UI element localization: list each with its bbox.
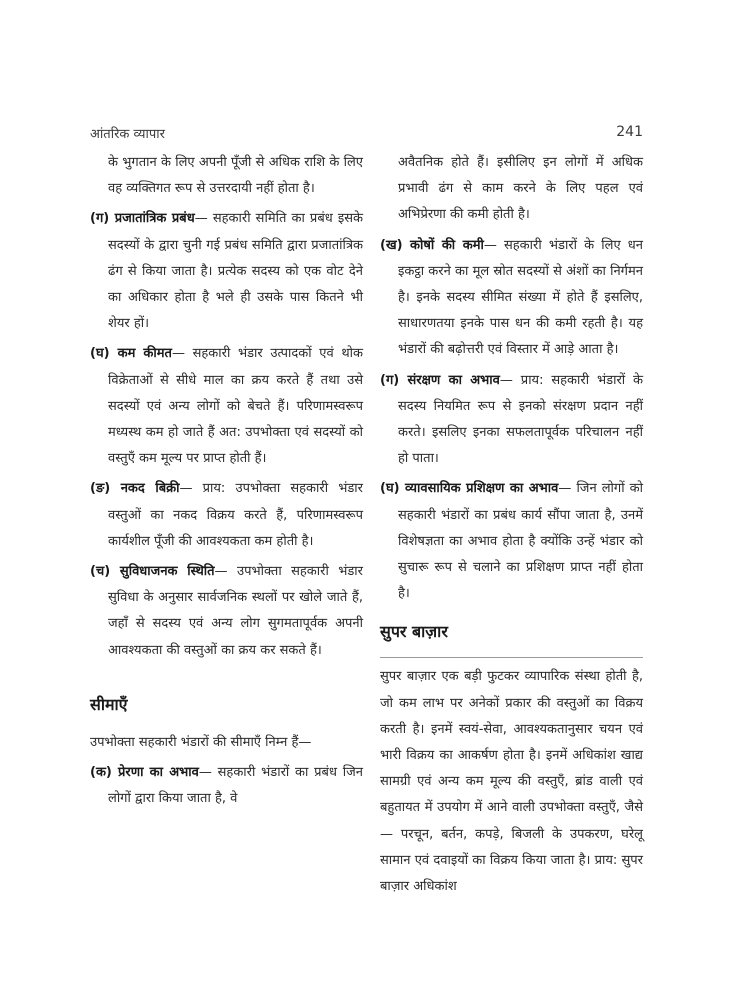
continuation-paragraph: के भुगतान के लिए अपनी पूँजी से अधिक राशि के लिए वह व्यक्तिगत रूप से उत्तरदायी नहीं होता है।	[108, 155, 363, 197]
item-label: (घ) कम कीमत	[90, 346, 172, 362]
item-label: (ग) संरक्षण का अभाव	[380, 372, 500, 388]
item-text: — सहकारी भंडारों के लिए धन इकट्ठा करने का मूल स्रोत सदस्यों से अंशों का निर्गमन है। इनके सदस्य सीमित संख्या में होते हैं इसलिए, साधारणतया इनके पास धन की कमी रहती है। यह भंडारों की बढ़ोत्तरी एवं विस्तार में आड़े आता है।	[398, 237, 643, 358]
section-heading-super-bazaar: सुपर बाज़ार	[380, 622, 448, 642]
page-header	[90, 124, 643, 144]
item-text: — उपभोक्ता सहकारी भंडार सुविधा के अनुसार सार्वजनिक स्थलों पर खोले जाते हैं, जहाँ से सदस्य एवं अन्य लोग सुगमतापूर्वक अपनी आवश्यकता की वस्तुओं का क्रय कर सकते हैं।	[108, 564, 363, 658]
limitation-item-lack-of-patronage	[380, 368, 643, 473]
limitation-item-lack-of-training	[380, 476, 643, 607]
limitation-item-lack-of-funds	[380, 233, 643, 364]
item-text: — सहकारी भंडारों का प्रबंध जिन लोगों द्वारा किया जाता है, वे	[108, 765, 363, 807]
item-label: (च) सुविधाजनक स्थिति	[90, 564, 215, 580]
item-text: — सहकारी भंडार उत्पादकों एवं थोक विक्रेताओं से सीधे माल का क्रय करते हैं तथा उसे सदस्यों एवं अन्य लोगों को बेचते हैं। परिणामस्वरूप मध्यस्थ कम हो जाते हैं अत: उपभोक्ता एवं सदस्यों को वस्तुएँ कम मूल्य पर प्राप्त होती हैं।	[108, 346, 363, 467]
item-label: (ख) कोषों की कमी	[380, 237, 484, 253]
feature-item-convenient-location	[90, 559, 363, 664]
item-text: — सहकारी समिति का प्रबंध इसके सदस्यों के द्वारा चुनी गई प्रबंध समिति द्वारा प्रजातांत्रिक ढंग से किया जाता है। प्रत्येक सदस्य को एक वोट देने का अधिकार होता है भले ही उसके पास कितने भी शेयर हों।	[108, 211, 363, 332]
feature-item-cash-sales	[90, 476, 363, 555]
right-column	[380, 150, 643, 904]
left-column	[90, 150, 363, 816]
item-text: — जिन लोगों को सहकारी भंडारों का प्रबंध कार्य सौंपा जाता है, उनमें विशेषज्ञता का अभाव होता है क्योंकि उन्हें भंडार को सुचारू रूप से चलाने का प्रशिक्षण प्राप्त नहीं होता है।	[398, 481, 644, 602]
item-label: (क) प्रेरणा का अभाव	[90, 765, 199, 781]
section-paragraph: सुपर बाज़ार एक बड़ी फुटकर व्यापारिक संस्था होती है, जो कम लाभ पर अनेकों प्रकार की वस्तुओं का विक्रय करती है। इनमें स्वयं-सेवा, आवश्यकतानुसार चयन एवं भारी विक्रय का आकर्षण होता है। इनमें अधिकांश खाद्य सामग्री एवं अन्य कम मूल्य की वस्तुएँ, ब्रांड वाली एवं बहुतायत में उपयोग में आने वाली उपभोक्ता वस्तुएँ, जैसे— परचून, बर्तन, कपड़े, बिजली के उपकरण, घरेलू सामान एवं दवाइयों का विक्रय किया जाता है। प्राय: सुपर बाज़ार अधिकांश	[380, 669, 643, 895]
item-label: (ङ) नकद बिक्री	[90, 481, 180, 497]
feature-item-low-price	[90, 341, 363, 472]
item-text: — प्राय: उपभोक्ता सहकारी भंडार वस्तुओं का नकद विक्रय करते हैं, परिणामस्वरूप कार्यशील पूँजी की आवश्यकता कम होती है।	[108, 481, 363, 549]
continuation-paragraph: अवैतनिक होते हैं। इसीलिए इन लोगों में अधिक प्रभावी ढंग से काम करने के लिए पहल एवं अभिप्रेरणा की कमी होती है।	[398, 155, 643, 223]
section-divider	[380, 657, 643, 658]
section-heading-limitations: सीमाएँ	[90, 694, 128, 714]
running-title: आंतरिक व्यापार	[90, 127, 165, 142]
page-number: 241	[616, 124, 643, 140]
feature-item-democratic-management	[90, 206, 363, 337]
section-intro: उपभोक्ता सहकारी भंडारों की सीमाएँ निम्न हैं—	[90, 734, 312, 750]
item-text: — प्राय: सहकारी भंडारों के सदस्य नियमित रूप से इनको संरक्षण प्रदान नहीं करते। इसलिए इनका सफलतापूर्वक परिचालन नहीं हो पाता।	[398, 372, 644, 467]
item-label: (ग) प्रजातांत्रिक प्रबंध	[90, 211, 195, 227]
item-label: (घ) व्यावसायिक प्रशिक्षण का अभाव	[380, 481, 559, 497]
limitation-item-lack-of-motivation	[90, 760, 363, 812]
